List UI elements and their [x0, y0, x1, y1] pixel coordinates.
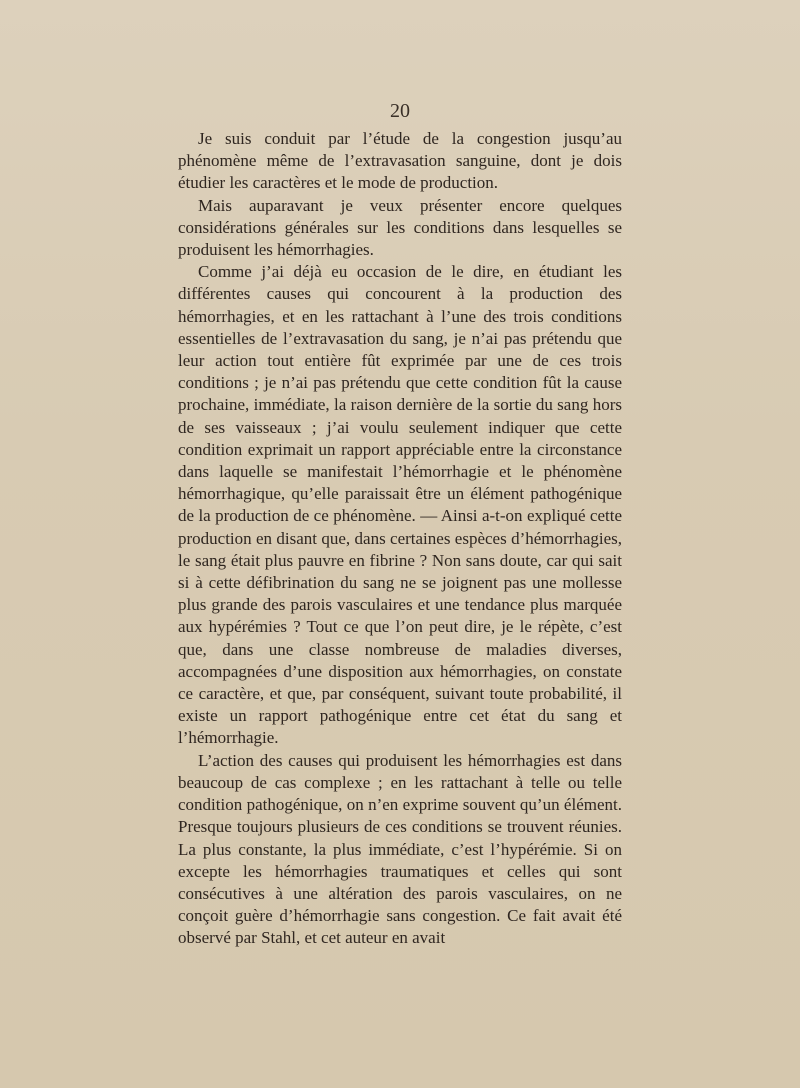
page-number: 20: [390, 100, 410, 122]
paragraph-1: Je suis conduit par l’étude de la congestion jusqu’au phénomène même de l’extravasation sanguine, dont je dois étudier les caractères et le mode de production.: [178, 129, 622, 193]
paragraph-3: Comme j’ai déjà eu occasion de le dire, en étudiant les différentes causes qui concourent à la production des hémorrhagies, et en les rattachant à l’une des trois conditions essentielles de l’extravasation du sang, je n’ai pas prétendu que leur action tout entière fût exprimée par une de ces trois conditions ; je n’ai pas prétendu que cette condition fût la cause prochaine, immédiate, la raison dernière de la sortie du sang hors de ses vaisseaux ; j’ai voulu seulement indiquer que cette condition exprimait un rapport appréciable entre la circonstance dans laquelle se manifestait l’hémorrhagie et le phénomène hémorrhagique, qu’elle paraissait être un élément pathogénique de la production de ce phénomène. — Ainsi a-t-on expliqué cette production en disant que, dans certaines espèces d’hémorrhagies, le sang était plus pauvre en fibrine ? Non sans doute, car qui sait si à cette défibrination du sang ne se joignent pas une mollesse plus grande des parois vasculaires et une tendance plus marquée aux hypérémies ? Tout ce que l’on peut dire, je le répète, c’est que, dans une classe nombreuse de maladies diverses, accompagnées d’une disposition aux hémorrhagies, on constate ce caractère, et que, par conséquent, suivant toute probabilité, il existe un rapport pathogénique entre cet état du sang et l’hémorrhagie.: [178, 262, 622, 748]
paragraph-4: L’action des causes qui produisent les hémorrhagies est dans beaucoup de cas complexe ; en les rattachant à telle ou telle condition pathogénique, on n’en exprime souvent qu’un élément. Presque toujours plusieurs de ces conditions se trouvent réunies. La plus constante, la plus immédiate, c’est l’hypérémie. Si on excepte les hémorrhagies traumatiques et celles qui sont consécutives à une altération des parois vasculaires, on ne conçoit guère d’hémorrhagie sans congestion. Ce fait avait été observé par Stahl, et cet auteur en avait: [178, 750, 622, 948]
paragraph-2: Mais auparavant je veux présenter encore quelques considérations générales sur les conditions dans lesquelles se produisent les hémorrhagies.: [178, 195, 622, 260]
body-text: [178, 128, 622, 950]
